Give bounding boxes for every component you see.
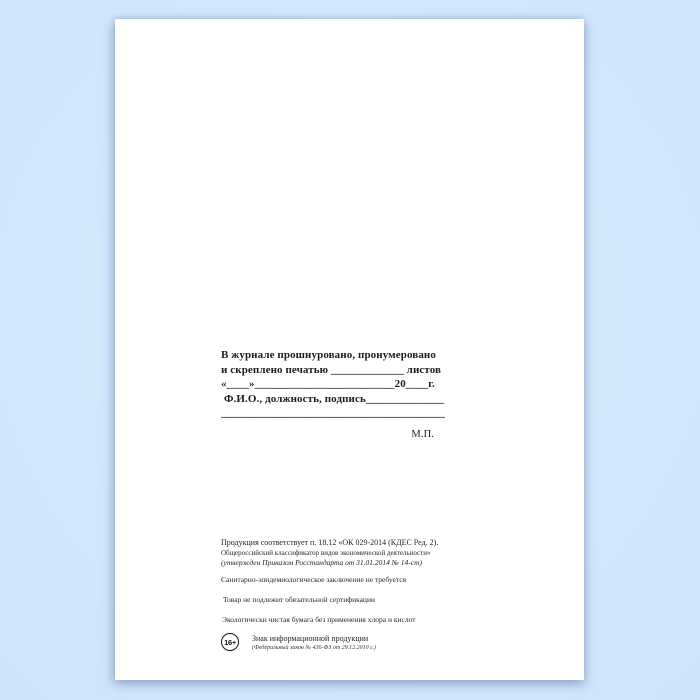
stamp-line-5: ________________________________________ — [221, 407, 445, 419]
age-rating-law: (Федеральный закон № 436-ФЗ от 29.12.2010 г.) — [252, 645, 376, 651]
age-rating-16plus-icon: 16+ — [221, 633, 239, 651]
age-rating-texts — [252, 633, 376, 653]
paper-statement: Экологически чистая бумага без применения хлора и кислот — [222, 615, 416, 624]
age-rating-label: Знак информационной продукции — [252, 634, 369, 643]
stamp-line-3: «____»_________________________20____г. — [221, 378, 435, 390]
classifier-line-1: Продукция соответствует п. 18.12 «ОК 029-2014 (КДЕС Ред. 2). — [221, 538, 439, 547]
stamp-place-mark: М.П. — [411, 428, 434, 440]
stamp-line-2: и скреплено печатью _____________ листов — [221, 363, 442, 376]
classifier-line-3: (утвержден Приказом Росстандарта от 31.01.2014 № 14-ст) — [221, 558, 422, 567]
stamp-line-1: В журнале прошнуровано, пронумеровано — [221, 349, 436, 361]
compliance-block — [221, 537, 481, 653]
stamp-block — [221, 348, 445, 442]
certification-statement: Товар не подлежит обязательной сертификации — [223, 595, 375, 604]
stamp-line-4: Ф.И.О., должность, подпись______________ — [224, 392, 445, 405]
classifier-line-2: Общероссийский классификатор видов экономической деятельности» — [221, 549, 431, 557]
age-rating-row — [221, 633, 481, 653]
document-page — [115, 19, 584, 680]
sanitary-statement: Санитарно-эпидемиологическое заключение не требуется — [221, 575, 407, 584]
